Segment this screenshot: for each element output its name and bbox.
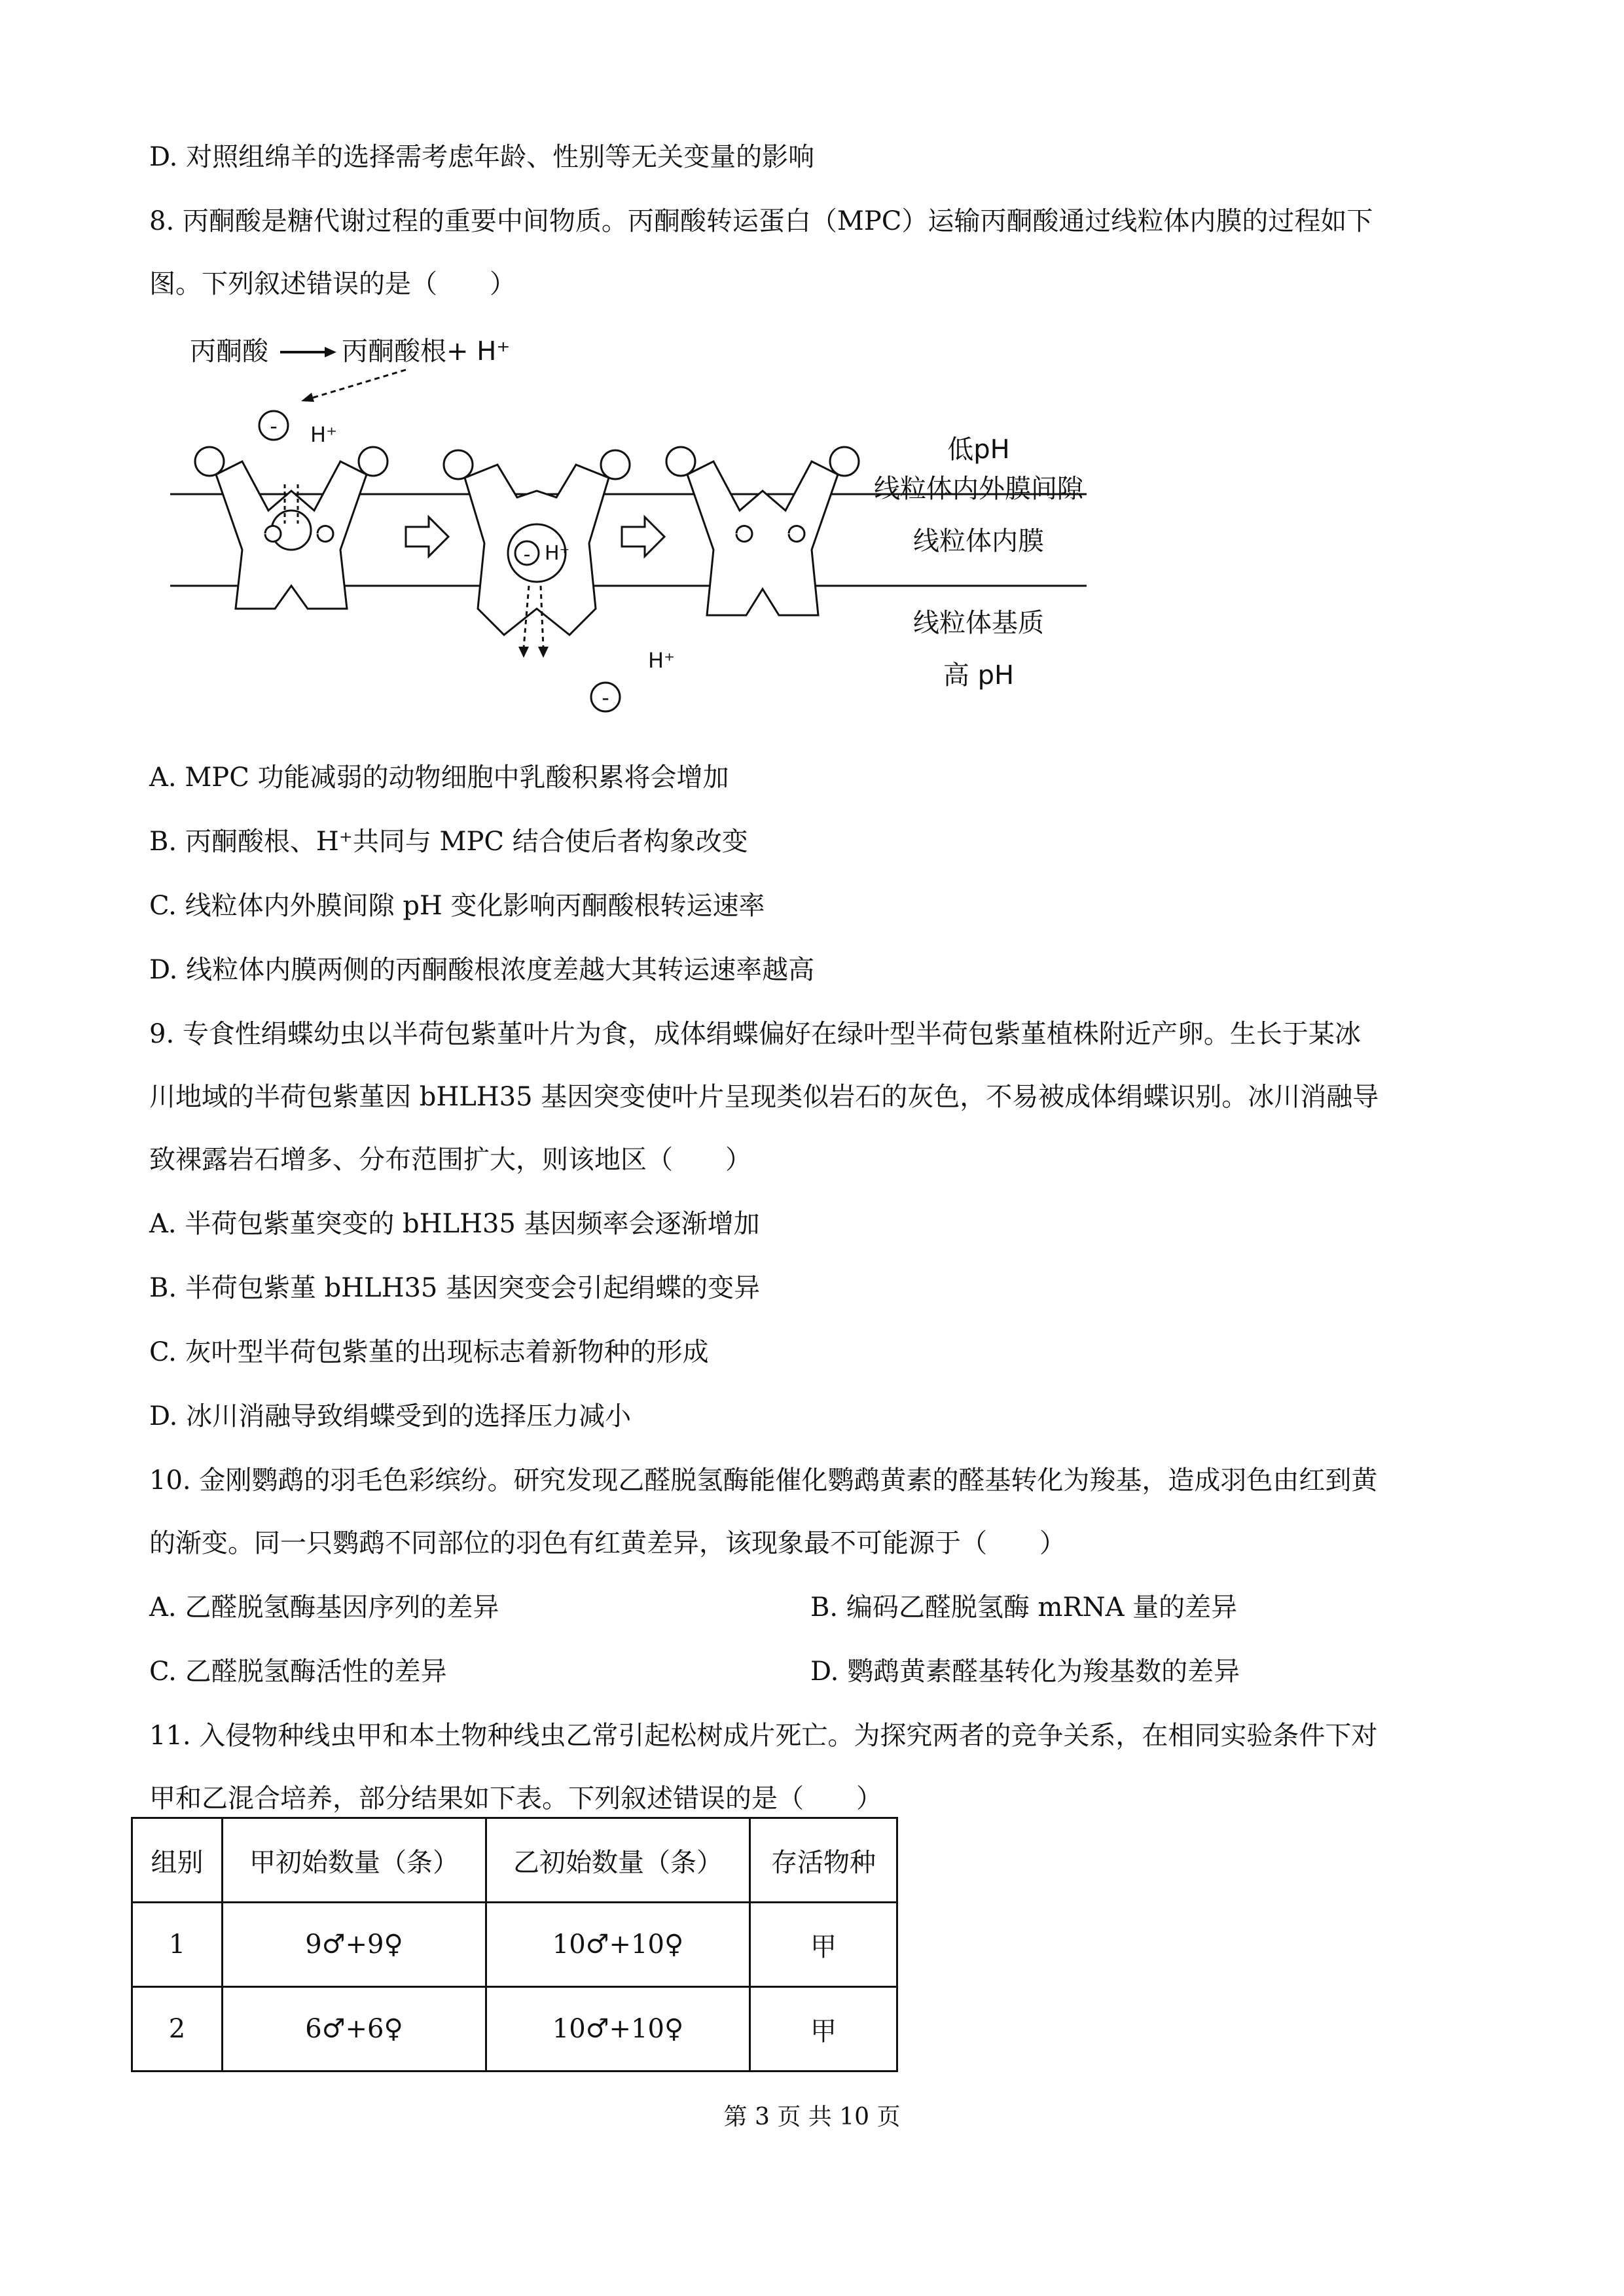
q10-stem-line1: 10. 金刚鹦鹉的羽毛色彩缤纷。研究发现乙醛脱氢酶能催化鹦鹉黄素的醛基转化为羧基，造成羽色由红到黄 bbox=[149, 1465, 1378, 1496]
transition-arrow-1 bbox=[406, 517, 448, 556]
h-plus-bound: H⁺ bbox=[545, 542, 570, 565]
h-plus-matrix: H⁺ bbox=[648, 648, 675, 673]
pyruvate-ion-sign-outside: - bbox=[270, 414, 278, 439]
label-high-ph: 高 pH bbox=[943, 660, 1015, 691]
reaction-arrowhead bbox=[325, 347, 336, 357]
q8-option-d: D. 线粒体内膜两侧的丙酮酸根浓度差越大其转运速率越高 bbox=[149, 955, 815, 985]
cell-species-b: 10♂+10♀ bbox=[486, 1903, 750, 1987]
q8-option-c: C. 线粒体内外膜间隙 pH 变化影响丙酮酸根转运速率 bbox=[149, 891, 765, 921]
q9-option-a: A. 半荷包紫堇突变的 bHLH35 基因频率会逐渐增加 bbox=[149, 1209, 760, 1239]
cell-species-a: 9♂+9♀ bbox=[223, 1903, 486, 1987]
q8-stem-line1: 8. 丙酮酸是糖代谢过程的重要中间物质。丙酮酸转运蛋白（MPC）运输丙酮酸通过线粒体内膜的过程如下 bbox=[149, 206, 1373, 236]
table-header-row bbox=[132, 1818, 897, 1903]
transition-arrow-2 bbox=[622, 517, 664, 556]
q9-stem-line3: 致裸露岩石增多、分布范围扩大，则该地区（ ） bbox=[149, 1145, 751, 1175]
header-species-b-initial: 乙初始数量（条） bbox=[486, 1818, 750, 1903]
q9-option-b: B. 半荷包紫堇 bHLH35 基因突变会引起绢蝶的变异 bbox=[149, 1273, 761, 1303]
q10-option-a: A. 乙醛脱氢酶基因序列的差异 bbox=[149, 1592, 499, 1623]
label-inner-membrane: 线粒体内膜 bbox=[913, 526, 1044, 556]
cell-species-a: 6♂+6♀ bbox=[223, 1987, 486, 2072]
q10-option-b: B. 编码乙醛脱氢酶 mRNA 量的差异 bbox=[810, 1592, 1238, 1623]
q7-option-d: D. 对照组绵羊的选择需考虑年龄、性别等无关变量的影响 bbox=[149, 142, 815, 172]
q11-stem-line1: 11. 入侵物种线虫甲和本土物种线虫乙常引起松树成片死亡。为探究两者的竞争关系，在相同实验条件下对 bbox=[149, 1721, 1378, 1751]
diagram-pyruvate-plus-h: 丙酮酸根+ H⁺ bbox=[342, 336, 511, 367]
q10-option-d: D. 鹦鹉黄素醛基转化为羧基数的差异 bbox=[810, 1657, 1240, 1687]
mpc-state-2 bbox=[444, 450, 630, 635]
label-matrix: 线粒体基质 bbox=[913, 608, 1044, 638]
cell-surviving: 甲 bbox=[750, 1987, 897, 2072]
dashed-arrow-to-ion bbox=[308, 370, 406, 399]
mpc-state-1 bbox=[195, 447, 388, 609]
dashed-arrowhead bbox=[301, 393, 314, 402]
q9-stem-line2: 川地域的半荷包紫堇因 bHLH35 基因突变使叶片呈现类似岩石的灰色，不易被成体绢蝶识别。冰川消融导 bbox=[149, 1082, 1379, 1112]
release-arrowhead-2 bbox=[538, 647, 549, 658]
page-footer: 第 3 页 共 10 页 bbox=[723, 2104, 901, 2130]
q10-option-c: C. 乙醛脱氢酶活性的差异 bbox=[149, 1657, 447, 1687]
label-low-ph: 低pH bbox=[947, 435, 1010, 465]
q8-option-b: B. 丙酮酸根、H⁺共同与 MPC 结合使后者构象改变 bbox=[149, 827, 748, 857]
q9-option-c: C. 灰叶型半荷包紫堇的出现标志着新物种的形成 bbox=[149, 1337, 709, 1367]
cell-group: 2 bbox=[132, 1987, 223, 2072]
cell-surviving: 甲 bbox=[750, 1903, 897, 1987]
release-arrowhead-1 bbox=[518, 647, 529, 658]
header-surviving-species: 存活物种 bbox=[750, 1818, 897, 1903]
q8-stem-line2: 图。下列叙述错误的是（ ） bbox=[149, 269, 516, 299]
mpc-transport-diagram bbox=[170, 327, 1113, 733]
pyruvate-ion-sign-matrix: - bbox=[602, 685, 609, 710]
competition-results-table bbox=[131, 1817, 898, 2072]
cell-species-b: 10♂+10♀ bbox=[486, 1987, 750, 2072]
diagram-pyruvic-acid: 丙酮酸 bbox=[190, 336, 268, 367]
mpc-state-3 bbox=[666, 447, 859, 615]
header-species-a-initial: 甲初始数量（条） bbox=[223, 1818, 486, 1903]
q8-option-a: A. MPC 功能减弱的动物细胞中乳酸积累将会增加 bbox=[149, 762, 729, 793]
table-row bbox=[132, 1987, 897, 2072]
q9-stem-line1: 9. 专食性绢蝶幼虫以半荷包紫堇叶片为食，成体绢蝶偏好在绿叶型半荷包紫堇植株附近产卵。生长于某冰 bbox=[149, 1019, 1361, 1049]
q9-option-d: D. 冰川消融导致绢蝶受到的选择压力减小 bbox=[149, 1401, 632, 1431]
cell-group: 1 bbox=[132, 1903, 223, 1987]
pyruvate-ion-sign-bound: - bbox=[523, 543, 531, 566]
q11-stem-line2: 甲和乙混合培养，部分结果如下表。下列叙述错误的是（ ） bbox=[149, 1784, 882, 1814]
header-group: 组别 bbox=[132, 1818, 223, 1903]
table-row bbox=[132, 1903, 897, 1987]
label-intermembrane-space: 线粒体内外膜间隙 bbox=[874, 474, 1083, 504]
q10-stem-line2: 的渐变。同一只鹦鹉不同部位的羽色有红黄差异，该现象最不可能源于（ ） bbox=[149, 1528, 1066, 1558]
h-plus-outside: H⁺ bbox=[310, 422, 337, 447]
